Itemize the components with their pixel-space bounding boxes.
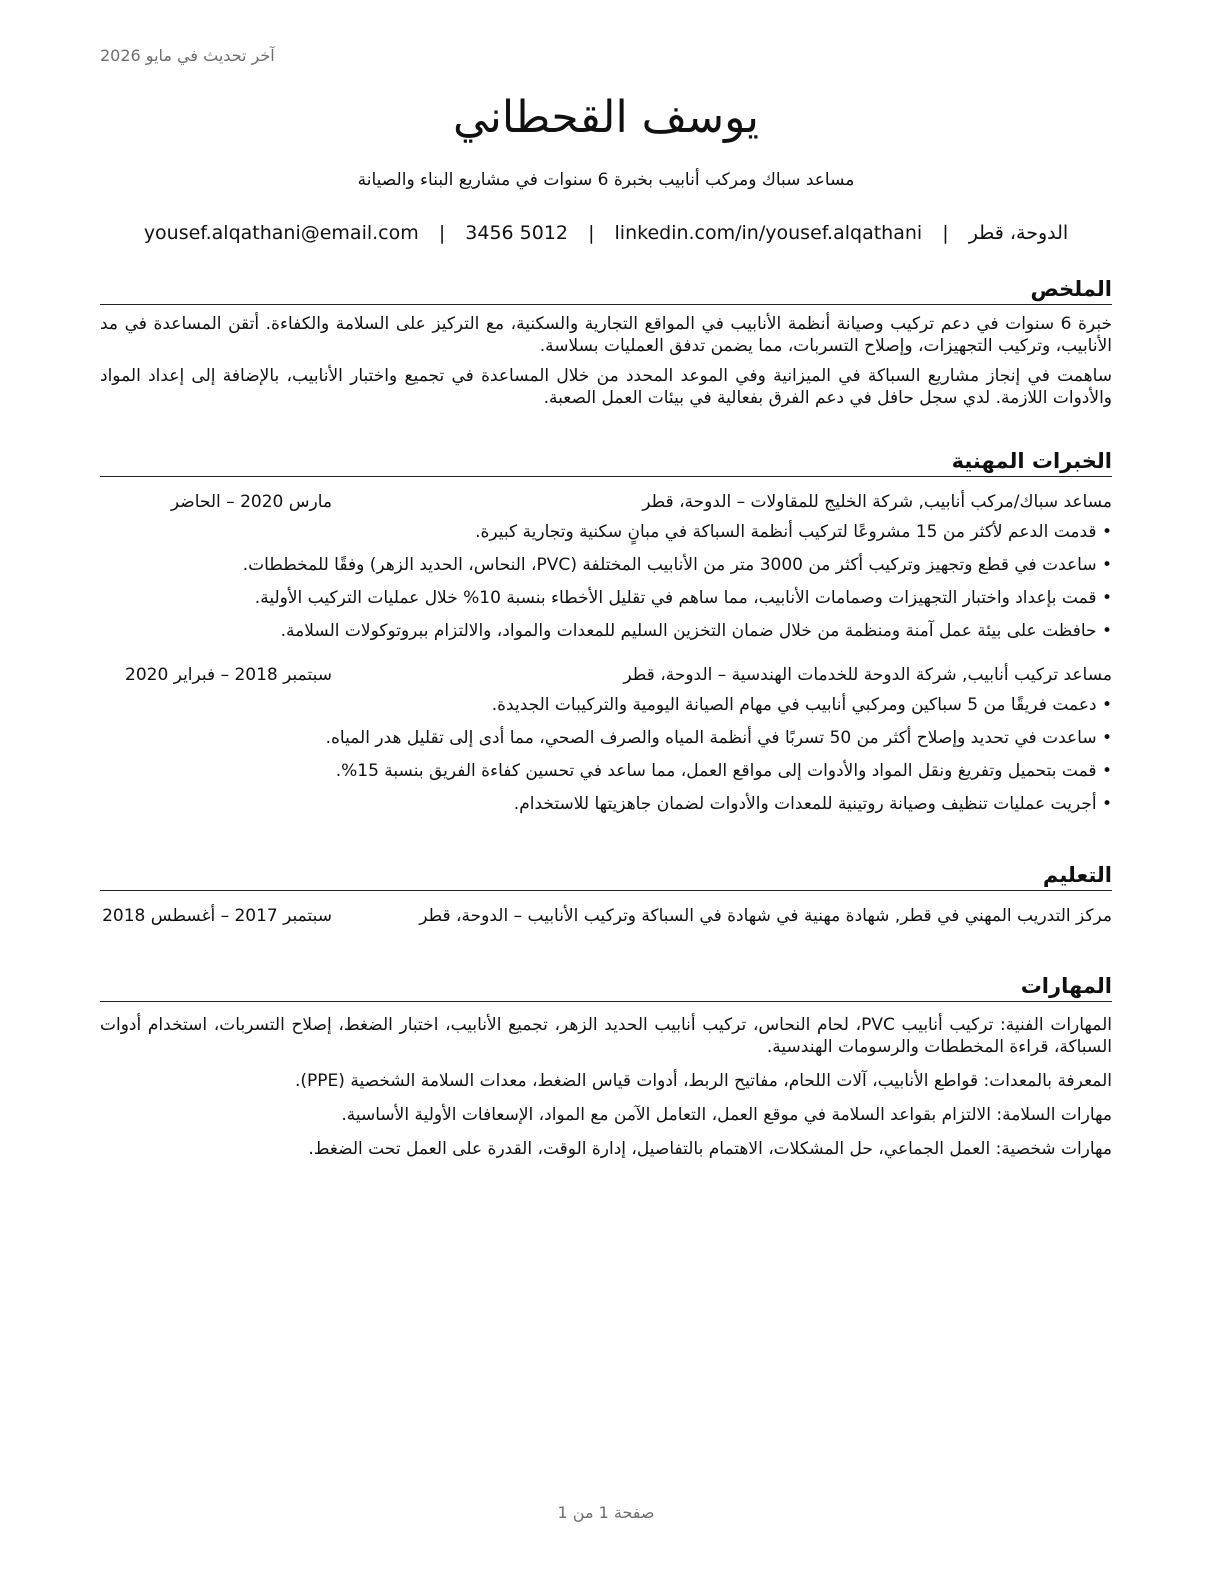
job-role: مساعد تركيب أنابيب, شركة الدوحة للخدمات الهندسية – الدوحة، قطر	[623, 665, 1112, 686]
job-bullet: • قمت بإعداد واختبار التجهيزات وصمامات الأنابيب، مما ساهم في تقليل الأخطاء بنسبة 10% خلال عمليات التركيب الأولية.	[100, 587, 1112, 609]
job-bullet: • ساعدت في تحديد وإصلاح أكثر من 50 تسربًا في أنظمة المياه والصرف الصحي، مما أدى إلى تقليل هدر المياه.	[100, 727, 1112, 749]
skill-line: مهارات شخصية: العمل الجماعي، حل المشكلات، الاهتمام بالتفاصيل، إدارة الوقت، القدرة على العمل تحت الضغط.	[308, 1139, 1112, 1160]
last-updated-note: آخر تحديث في مايو 2026	[100, 46, 275, 65]
contact-separator: |	[438, 222, 446, 244]
job-bullet: • قمت بتحميل وتفريغ ونقل المواد والأدوات إلى مواقع العمل، مما ساعد في تحسين كفاءة الفريق بنسبة 15%.	[100, 760, 1112, 782]
education-heading: التعليم	[100, 863, 1112, 891]
job-bullet: • حافظت على بيئة عمل آمنة ومنظمة من خلال ضمان التخزين السليم للمعدات والمواد، والالتزام ببروتوكولات السلامة.	[100, 620, 1112, 642]
candidate-tagline: مساعد سباك ومركب أنابيب بخبرة 6 سنوات في مشاريع البناء والصيانة	[357, 170, 855, 190]
skill-line: المهارات الفنية: تركيب أنابيب PVC، لحام النحاس، تركيب أنابيب الحديد الزهر، تجميع الأنابيب، اختبار الضغط، إصلاح التسربات، استخدام أدوات السباكة، قراءة المخططات والرسومات الهندسية.	[100, 1015, 1112, 1058]
education-dates: سبتمبر 2017 – أغسطس 2018	[102, 906, 332, 927]
education-institution: مركز التدريب المهني في قطر, شهادة مهنية في شهادة في السباكة وتركيب الأنابيب – الدوحة، قطر	[419, 906, 1112, 927]
job-bullet: • دعمت فريقًا من 5 سباكين ومركبي أنابيب في مهام الصيانة اليومية والتركيبات الجديدة.	[100, 694, 1112, 716]
summary-paragraph: ساهمت في إنجاز مشاريع السباكة في الميزانية وفي الموعد المحدد من خلال المساعدة في تجميع واختبار الأنابيب، بالإضافة إلى إعداد المواد والأدوات اللازمة. لدي سجل حافل في دعم الفرق بفعالية في بيئات العمل الصعبة.	[100, 366, 1112, 409]
contact-line	[100, 222, 1112, 244]
contact-separator: |	[588, 222, 595, 244]
contact-separator: |	[942, 222, 949, 244]
job-bullets	[100, 694, 1112, 815]
contact-location: الدوحة، قطر	[968, 222, 1069, 244]
skill-line: المعرفة بالمعدات: قواطع الأنابيب، آلات اللحام، مفاتيح الربط، أدوات قياس الضغط، معدات السلامة الشخصية (PPE).	[295, 1071, 1112, 1092]
candidate-name: يوسف القحطاني	[452, 92, 760, 143]
job-role: مساعد سباك/مركب أنابيب, شركة الخليج للمقاولات – الدوحة، قطر	[642, 492, 1112, 513]
job-bullet: • قدمت الدعم لأكثر من 15 مشروعًا لتركيب أنظمة السباكة في مبانٍ سكنية وتجارية كبيرة.	[100, 521, 1112, 543]
skills-heading: المهارات	[100, 974, 1112, 1002]
experience-section	[100, 449, 1112, 815]
education-section	[100, 863, 1112, 927]
page-number: صفحة 1 من 1	[557, 1503, 655, 1522]
education-entry	[100, 905, 1112, 927]
job-entry	[100, 491, 1112, 642]
job-entry	[100, 664, 1112, 815]
job-bullets	[100, 521, 1112, 642]
contact-linkedin[interactable]: linkedin.com/in/yousef.alqathani	[614, 222, 923, 244]
job-header	[100, 491, 1112, 513]
skill-line: مهارات السلامة: الالتزام بقواعد السلامة في موقع العمل، التعامل الآمن مع المواد، الإسعافات الأولية الأساسية.	[341, 1105, 1112, 1126]
experience-heading: الخبرات المهنية	[100, 449, 1112, 477]
job-bullet: • أجريت عمليات تنظيف وصيانة روتينية للمعدات والأدوات لضمان جاهزيتها للاستخدام.	[100, 793, 1112, 815]
job-header	[100, 664, 1112, 686]
job-dates: سبتمبر 2018 – فبراير 2020	[125, 665, 332, 686]
summary-heading: الملخص	[100, 277, 1112, 305]
summary-paragraph: خبرة 6 سنوات في دعم تركيب وصيانة أنظمة الأنابيب في المواقع التجارية والسكنية، مع التركيز على السلامة والكفاءة. أتقن المساعدة في مد الأنابيب، وتركيب التجهيزات، وإصلاح التسربات، مما يضمن تدفق العمليات بسلاسة.	[100, 314, 1112, 357]
skills-section	[100, 974, 1112, 1160]
resume-page	[100, 0, 1112, 1584]
contact-phone[interactable]: 3456 5012	[465, 222, 569, 244]
job-bullet: • ساعدت في قطع وتجهيز وتركيب أكثر من 3000 متر من الأنابيب المختلفة (PVC، النحاس، الحديد الزهر) وفقًا للمخططات.	[100, 554, 1112, 576]
summary-section	[100, 277, 1112, 409]
contact-email[interactable]: yousef.alqathani@email.com	[143, 222, 419, 244]
job-dates: مارس 2020 – الحاضر	[170, 492, 332, 513]
